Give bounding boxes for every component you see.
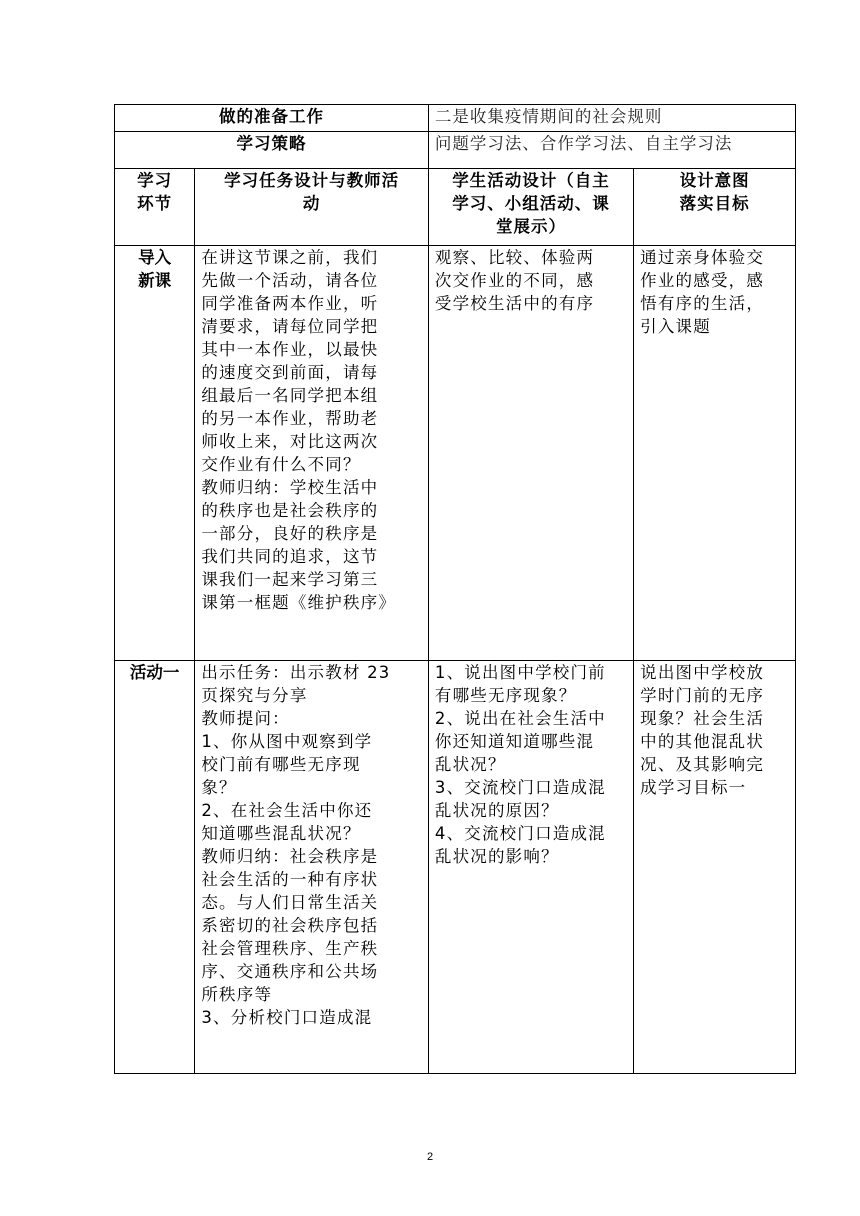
text-line: 作业的感受，感 xyxy=(640,271,765,290)
text-line: 清要求，请每位同学把 xyxy=(201,317,379,336)
section-activity1-intent xyxy=(634,661,796,1074)
text-line: 同学准备两本作业，听 xyxy=(201,294,379,313)
text-line: 态。与人们日常生活关 xyxy=(201,893,379,912)
text-line: 有哪些无序现象？ xyxy=(434,686,577,705)
strategy-label: 学习策略 xyxy=(115,132,429,169)
header-text: 设计意图 xyxy=(679,171,750,190)
text-line: 受学校生活中的有序 xyxy=(434,294,595,313)
section-name-line: 新课 xyxy=(138,271,172,290)
text-line: 的速度交到前面，请每 xyxy=(201,363,379,382)
text-line: 教师归纳：社会秩序是 xyxy=(201,847,379,866)
text-line: 象？ xyxy=(201,778,237,797)
text-line: 4、交流校门口造成混 xyxy=(434,824,606,843)
text-line: 3、交流校门口造成混 xyxy=(434,778,606,797)
text-line: 系密切的社会秩序包括 xyxy=(201,916,379,935)
text-line: 其中一本作业，以最快 xyxy=(201,340,379,359)
text-line: 在讲这节课之前，我们 xyxy=(201,248,379,267)
text-line: 出示任务：出示教材 23 xyxy=(201,663,391,682)
section-intro-row xyxy=(115,246,796,661)
text-line: 学时门前的无序 xyxy=(640,686,765,705)
text-line: 社会生活的一种有序状 xyxy=(201,870,379,889)
text-line: 况、及其影响完 xyxy=(640,755,765,774)
text-line: 知道哪些混乱状况？ xyxy=(201,824,361,843)
text-line: 所秩序等 xyxy=(201,985,273,1004)
prep-value: 二是收集疫情期间的社会规则 xyxy=(428,105,795,132)
text-line: 交作业有什么不同？ xyxy=(201,455,361,474)
page-number: 2 xyxy=(426,1151,434,1163)
section-name-line: 导入 xyxy=(138,248,172,267)
text-line: 乱状况的影响？ xyxy=(434,847,559,866)
header-text: 落实目标 xyxy=(679,194,750,213)
text-line: 现象？社会生活 xyxy=(640,709,765,728)
text-line: 2、说出在社会生活中 xyxy=(434,709,606,728)
text-line: 3、分析校门口造成混 xyxy=(201,1008,373,1027)
lesson-plan-table xyxy=(114,104,796,1074)
text-line: 乱状况？ xyxy=(434,755,506,774)
text-line: 通过亲身体验交 xyxy=(640,248,765,267)
text-line: 悟有序的生活， xyxy=(640,294,765,313)
text-line: 的秩序也是社会秩序的 xyxy=(201,501,379,520)
header-text: 学习、小组活动、课 xyxy=(452,194,610,213)
text-line: 社会管理秩序、生产秩 xyxy=(201,939,379,958)
text-line: 成学习目标一 xyxy=(640,778,747,797)
text-line: 序、交通秩序和公共场 xyxy=(201,962,379,981)
text-line: 先做一个活动，请各位 xyxy=(201,271,379,290)
text-line: 的另一本作业，帮助老 xyxy=(201,409,379,428)
section-intro-name xyxy=(115,246,195,661)
header-text: 动 xyxy=(302,194,321,213)
header-row xyxy=(115,169,796,246)
text-line: 组最后一名同学把本组 xyxy=(201,386,379,405)
text-line: 观察、比较、体验两 xyxy=(434,248,595,267)
strategy-value: 问题学习法、合作学习法、自主学习法 xyxy=(428,132,795,169)
text-line: 教师提问： xyxy=(201,709,290,728)
section-activity1-teacher xyxy=(195,661,429,1074)
text-line: 校门前有哪些无序现 xyxy=(201,755,361,774)
section-activity1-row xyxy=(115,661,796,1074)
text-line: 我们共同的追求，这节 xyxy=(201,547,379,566)
header-stage xyxy=(115,169,195,246)
text-line: 课我们一起来学习第三 xyxy=(201,570,379,589)
text-line: 师收上来，对比这两次 xyxy=(201,432,379,451)
section-intro-student xyxy=(428,246,633,661)
header-teacher-activity xyxy=(195,169,429,246)
text-line: 教师归纳：学校生活中 xyxy=(201,478,379,497)
section-activity1-student xyxy=(428,661,633,1074)
text-line: 引入课题 xyxy=(640,317,711,336)
prep-label: 做的准备工作 xyxy=(115,105,429,132)
header-design-intent xyxy=(634,169,796,246)
section-intro-teacher xyxy=(195,246,429,661)
text-line: 次交作业的不同，感 xyxy=(434,271,595,290)
header-text: 环节 xyxy=(137,194,173,213)
header-text: 学生活动设计（自主 xyxy=(452,171,610,190)
strategy-row xyxy=(115,132,796,169)
text-line: 说出图中学校放 xyxy=(640,663,765,682)
text-line: 你还知道知道哪些混 xyxy=(434,732,595,751)
text-line: 一部分，良好的秩序是 xyxy=(201,524,379,543)
text-line: 1、你从图中观察到学 xyxy=(201,732,373,751)
section-intro-intent xyxy=(634,246,796,661)
header-text: 学习 xyxy=(137,171,173,190)
prep-row xyxy=(115,105,796,132)
section-name-line: 活动一 xyxy=(129,663,180,682)
text-line: 中的其他混乱状 xyxy=(640,732,765,751)
section-activity1-name xyxy=(115,661,195,1074)
header-text: 堂展示） xyxy=(496,217,566,236)
text-line: 乱状况的原因？ xyxy=(434,801,559,820)
text-line: 2、在社会生活中你还 xyxy=(201,801,373,820)
header-text: 学习任务设计与教师活 xyxy=(224,171,400,190)
header-student-activity xyxy=(428,169,633,246)
text-line: 课第一框题《维护秩序》 xyxy=(201,593,397,612)
text-line: 页探究与分享 xyxy=(201,686,308,705)
text-line: 1、说出图中学校门前 xyxy=(434,663,606,682)
